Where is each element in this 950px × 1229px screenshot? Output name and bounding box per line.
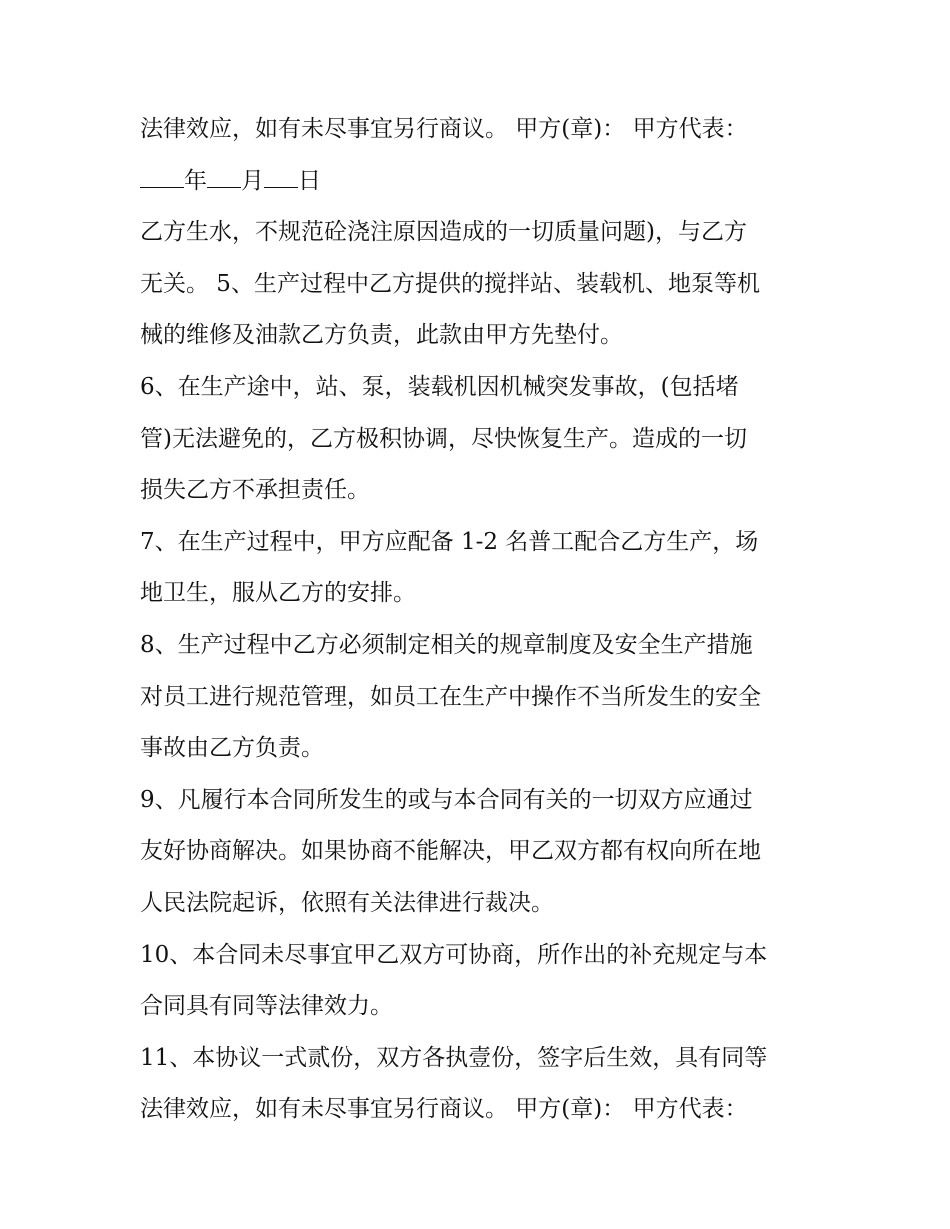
month-blank [207,161,241,188]
month-label: 月 [241,167,264,194]
text-line: 8、生产过程中乙方必须制定相关的规章制度及安全生产措施 [140,631,753,658]
text-line: 人民法院起诉，依照有关法律进行裁决。 [140,889,554,916]
text-line: 乙方生水，不规范砼浇注原因造成的一切质量问题)，与乙方 [140,219,747,246]
text-line: 10、本合同未尽事宜甲乙双方可协商，所作出的补充规定与本 [140,941,768,968]
text-line: 对员工进行规范管理，如员工在生产中操作不当所发生的安全 [140,683,761,710]
text-line: 无关。 5、生产过程中乙方提供的搅拌站、装载机、地泵等机 [140,270,760,297]
text-line: 6、在生产途中，站、泵，装载机因机械突发事故，(包括堵 [140,373,739,400]
text-line: 11、本协议一式贰份，双方各执壹份，签字后生效，具有同等 [140,1044,768,1071]
text-line: 法律效应，如有未尽事宜另行商议。 甲方(章)： 甲方代表： [140,116,748,142]
year-label: 年 [184,167,207,194]
text-line: 合同具有同等法律效力。 [140,993,393,1020]
year-blank [140,161,184,188]
text-line: 法律效应，如有未尽事宜另行商议。 甲方(章)： 甲方代表： [140,1096,748,1123]
text-line: 械的维修及油款乙方负责，此款由甲方先垫付。 [140,322,623,349]
document-body [140,104,830,1136]
text-line: 7、在生产过程中，甲方应配备 1-2 名普工配合乙方生产，场 [140,528,759,555]
text-line: 管)无法避免的，乙方极积协调，尽快恢复生产。造成的一切 [140,425,747,452]
date-line [140,156,830,208]
day-label: 日 [298,167,321,194]
text-line: 损失乙方不承担责任。 [140,477,370,504]
text-line: 友好协商解决。如果协商不能解决，甲乙双方都有权向所在地 [140,838,761,865]
text-line: 9、凡履行本合同所发生的或与本合同有关的一切双方应通过 [140,786,753,813]
day-blank [264,161,298,188]
text-line: 事故由乙方负责。 [140,735,324,762]
text-line: 地卫生，服从乙方的安排。 [140,580,416,607]
